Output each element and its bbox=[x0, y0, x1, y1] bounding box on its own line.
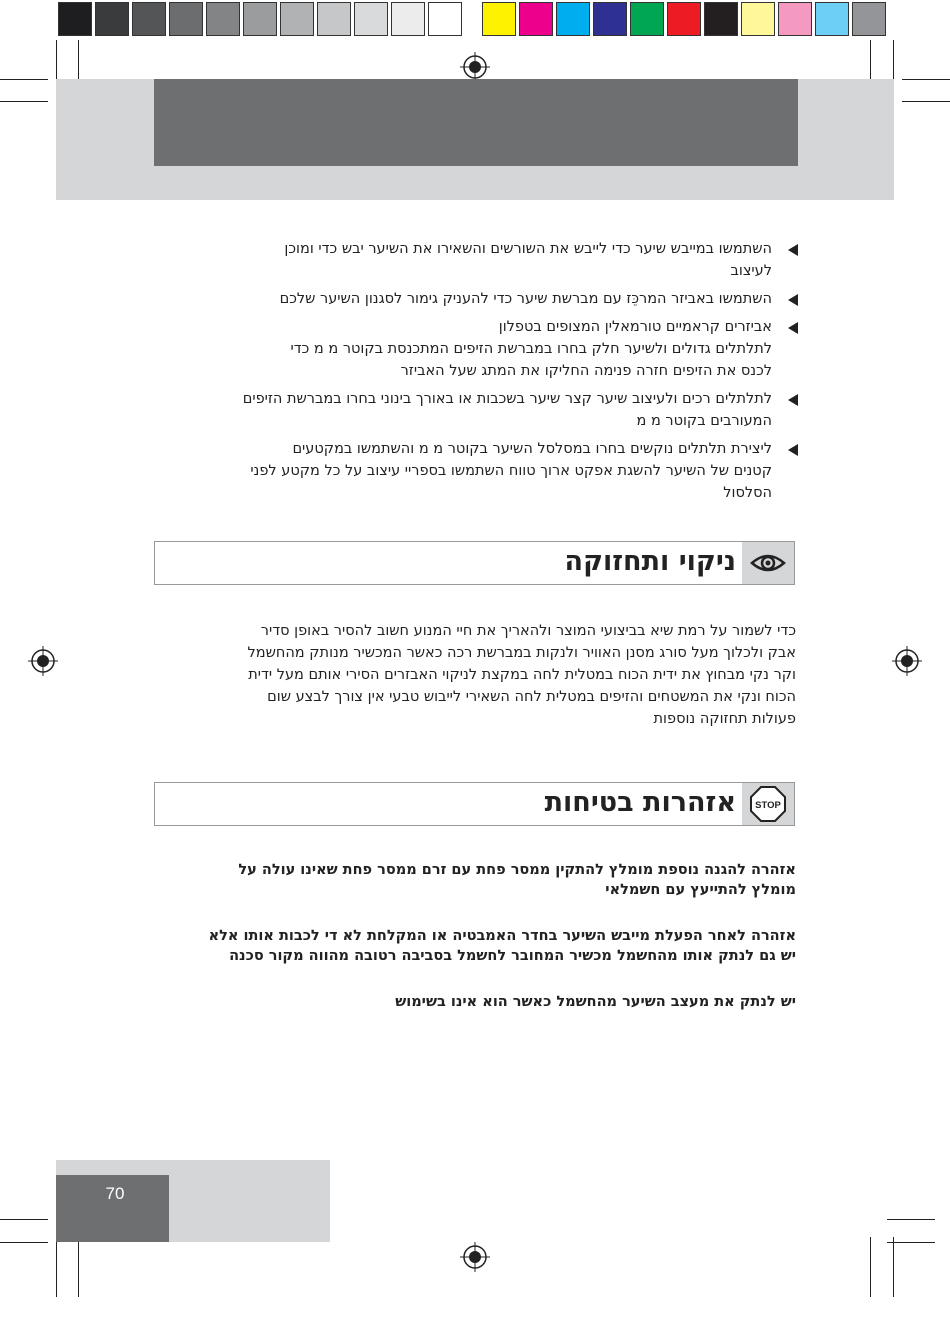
crop-mark bbox=[56, 1237, 57, 1297]
tip-line: לכנס את הזיפים חזרה פנימה החליקו את המתג שעל האביזר bbox=[400, 363, 772, 379]
gray-swatch bbox=[317, 2, 351, 36]
registration-mark-icon bbox=[460, 52, 490, 82]
bullet-arrow-icon bbox=[788, 294, 798, 306]
tip-list-item bbox=[170, 238, 776, 282]
gray-swatch bbox=[95, 2, 129, 36]
tip-line: קטנים של השיער להשגת אפקט ארוך טווח השתמשו בספריי עיצוב על כל מקטע לפני bbox=[250, 463, 772, 479]
tip-line: לתלתלים רכים ולעיצוב שיער קצר שיער בשכבות או באורך בינוני בחרו במברשת הזיפים bbox=[242, 391, 772, 407]
safety-warning bbox=[170, 926, 796, 966]
registration-mark-icon bbox=[28, 646, 58, 676]
stop-icon bbox=[742, 783, 794, 825]
crop-mark bbox=[902, 79, 950, 80]
maintenance-line: אבק ולכלוך מעל סורג מסנן האוויר ולנקות במברשת רכה כאשר המכשיר מנותק מהחשמל bbox=[247, 645, 796, 661]
tip-line: השתמשו באביזר המרכֵּז עם מברשת שיער כדי להעניק גימור לסגנון השיער שלכם bbox=[279, 291, 772, 307]
bullet-arrow-icon bbox=[788, 394, 798, 406]
crop-mark bbox=[870, 1237, 871, 1297]
crop-mark bbox=[887, 1242, 935, 1243]
tip-list-item bbox=[170, 288, 776, 310]
tip-line: לעיצוב bbox=[730, 263, 772, 279]
warning-line: אזהרה להגנה נוספת מומלץ להתקין ממסר פחת עם זרם ממסר פחת שאינו עולה על bbox=[238, 862, 796, 878]
bullet-arrow-icon bbox=[788, 444, 798, 456]
warning-line: יש גם לנתק אותו מהחשמל מכשיר המחובר לחשמל בסביבה רטובה מהווה מקור סכנה bbox=[229, 948, 796, 964]
safety-warning bbox=[170, 860, 796, 900]
safety-warning bbox=[170, 992, 796, 1012]
tip-list-item bbox=[170, 438, 776, 504]
crop-mark bbox=[78, 1237, 79, 1297]
color-swatch bbox=[667, 2, 701, 36]
color-swatch bbox=[852, 2, 886, 36]
color-swatch bbox=[704, 2, 738, 36]
tip-line: הסלסול bbox=[723, 485, 772, 501]
warning-line: מומלץ להתייעץ עם חשמלאי bbox=[605, 882, 796, 898]
safety-section-header bbox=[154, 782, 795, 826]
crop-mark bbox=[893, 1237, 894, 1297]
safety-title: אזהרות בטיחות bbox=[544, 787, 736, 818]
maintenance-title: ניקוי ותחזוקה bbox=[564, 546, 736, 577]
bullet-arrow-icon bbox=[788, 244, 798, 256]
tip-list-item bbox=[170, 388, 776, 432]
gray-swatch bbox=[58, 2, 92, 36]
tip-line: אביזרים קראמיים טורמאלין המצופים בטפלון bbox=[498, 319, 772, 335]
gray-swatch bbox=[206, 2, 240, 36]
crop-mark bbox=[902, 101, 950, 102]
stop-icon-label: STOP bbox=[755, 800, 781, 811]
gray-swatch bbox=[169, 2, 203, 36]
maintenance-paragraph bbox=[170, 620, 796, 730]
maintenance-section-header bbox=[154, 541, 795, 585]
crop-mark bbox=[0, 1219, 48, 1220]
registration-mark-icon bbox=[892, 646, 922, 676]
header-title-bar bbox=[154, 79, 798, 166]
usage-tips-list bbox=[170, 238, 776, 510]
eye-icon bbox=[742, 542, 794, 584]
color-swatch bbox=[519, 2, 553, 36]
tip-line: המעורבים בקוטר מ מ bbox=[636, 413, 772, 429]
crop-mark bbox=[0, 101, 48, 102]
gray-swatch bbox=[243, 2, 277, 36]
bullet-arrow-icon bbox=[788, 322, 798, 334]
color-swatch bbox=[593, 2, 627, 36]
warning-line: אזהרה לאחר הפעלת מייבש השיער בחדר האמבטיה או המקלחת לא די לכבות אותו אלא bbox=[208, 928, 796, 944]
maintenance-line: וקר נקי מבחוץ את ידית הכוח במטלית לחה במקצת לניקוי האבזרים הסירי אותם מעל ידית bbox=[248, 667, 796, 683]
color-swatch bbox=[741, 2, 775, 36]
registration-mark-icon bbox=[460, 1242, 490, 1272]
maintenance-line: הכוח ונקי את המשטחים והזיפים במטלית לחה השאירי לייבוש טבעי אין צורך לבצע שום bbox=[267, 689, 796, 705]
crop-mark bbox=[887, 1219, 935, 1220]
crop-mark bbox=[0, 79, 48, 80]
gray-swatch bbox=[132, 2, 166, 36]
gray-swatch bbox=[391, 2, 425, 36]
gray-swatch bbox=[428, 2, 462, 36]
tip-list-item bbox=[170, 316, 776, 382]
color-swatch bbox=[482, 2, 516, 36]
maintenance-line: כדי לשמור על רמת שיא בביצועי המוצר ולהאריך את חיי המנוע חשוב להסיר באופן סדיר bbox=[260, 623, 796, 639]
gray-swatch bbox=[354, 2, 388, 36]
color-swatch bbox=[815, 2, 849, 36]
color-swatch bbox=[778, 2, 812, 36]
grayscale-calibration-bar bbox=[58, 2, 465, 38]
tip-line: השתמשו במייבש שיער כדי לייבש את השורשים והשאירו את השיער יבש כדי ומוכן bbox=[284, 241, 772, 257]
tip-line: ליצירת תלתלים נוקשים בחרו במסלסל השיער בקוטר מ מ והשתמשו במקטעים bbox=[292, 441, 772, 457]
color-calibration-bar bbox=[482, 2, 889, 38]
maintenance-line: פעולות תחזוקה נוספות bbox=[653, 711, 796, 727]
warning-line: יש לנתק את מעצב השיער מהחשמל כאשר הוא אינו בשימוש bbox=[395, 994, 796, 1010]
crop-mark bbox=[0, 1242, 48, 1243]
gray-swatch bbox=[280, 2, 314, 36]
color-swatch bbox=[630, 2, 664, 36]
color-swatch bbox=[556, 2, 590, 36]
tip-line: לתלתלים גדולים ולשיער חלק בחרו במברשת הזיפים המתכנסת בקוטר מ מ כדי bbox=[290, 341, 772, 357]
page-number: 70 bbox=[105, 1184, 125, 1203]
